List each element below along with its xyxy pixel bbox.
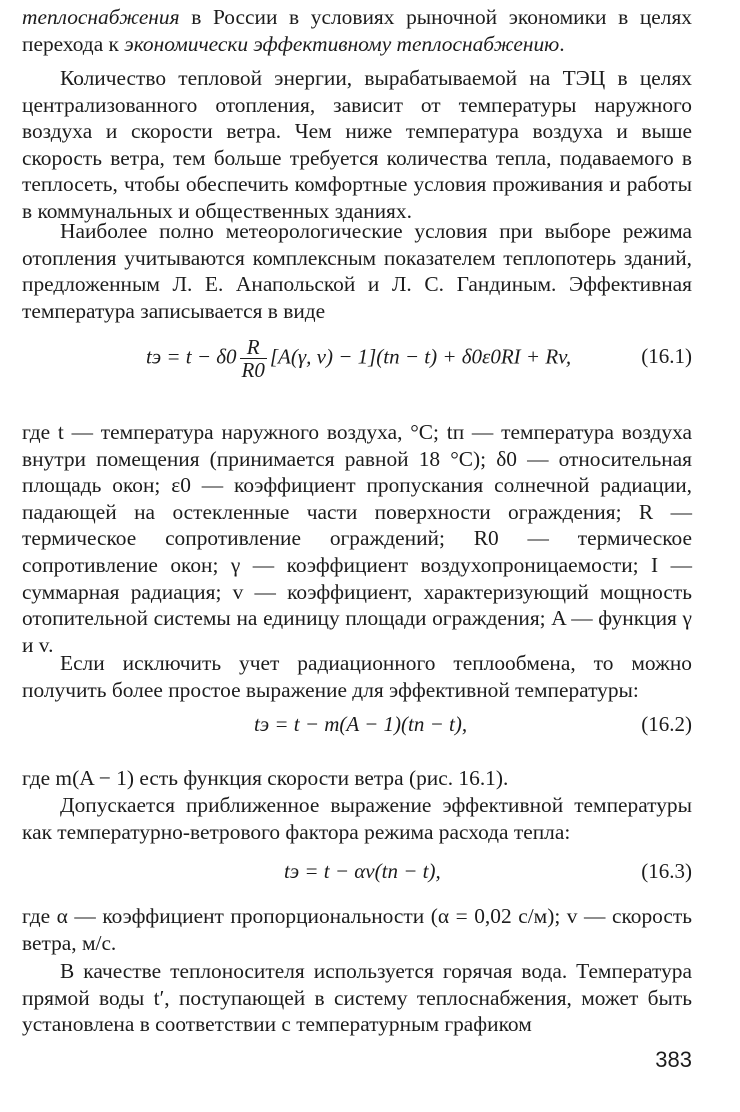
equation-16-1 xyxy=(22,335,692,382)
fraction-numerator: R xyxy=(240,336,267,359)
equation-16-3-number: (16.3) xyxy=(641,859,692,883)
equation-16-3-body: tэ = t − αv(tп − t), xyxy=(284,859,441,883)
paragraph-heat-amount: Количество тепловой энергии, вырабатываемой на ТЭЦ в целях централизованного отопления, зависит от температуры наружного воздуха и скорости ветра. Чем ниже температура воздуха и выше скорость ветра, тем больше требуется количества тепла, подаваемого в теплосеть, чтобы обеспечить комфортные условия проживания и работы в коммунальных и общественных зданиях. xyxy=(22,66,692,223)
paragraph-variable-definitions: где t — температура наружного воздуха, °C; tп — температура воздуха внутри помещения (принимается равной 18 °C); δ0 — относительная площадь окон; ε0 — коэффициент пропускания солнечной радиации, падающей на остекленные части поверхности ограждения; R — термическое сопротивление ограждений; R0 — термическое сопротивление окон; γ — коэффициент воздухопроницаемости; I — суммарная радиация; v — коэффициент, характеризующий мощность отопительной системы на единицу площади ограждения; A — функция γ и v. xyxy=(22,420,692,657)
paragraph-text: в России в условиях рыночной экономики в целях перехода к xyxy=(22,5,692,56)
italic-term-heat-supply: теплоснабжения xyxy=(22,5,180,29)
equation-16-1-fraction xyxy=(240,336,267,381)
equation-16-1-body xyxy=(146,336,571,381)
equation-16-3 xyxy=(22,851,692,891)
equation-16-1-lhs: tэ = t − δ0 xyxy=(146,344,237,369)
fraction-denominator: R0 xyxy=(241,358,265,382)
equation-16-2-number: (16.2) xyxy=(641,712,692,736)
paragraph-simplified-expression: Если исключить учет радиационного теплообмена, то можно получить более простое выражение для эффективной температуры: xyxy=(22,651,692,702)
italic-term-efficient-heat-supply: экономически эффективному теплоснабжению xyxy=(124,31,560,56)
equation-16-1-number: (16.1) xyxy=(641,344,692,368)
paragraph-heat-carrier: В качестве теплоносителя используется горячая вода. Температура прямой воды t′, поступающей в систему теплоснабжения, может быть установлена в соответствии с температурным графиком xyxy=(22,959,692,1037)
paragraph-wind-function: где m(A − 1) есть функция скорости ветра (рис. 16.1). xyxy=(22,766,509,790)
equation-16-2 xyxy=(22,704,692,744)
equation-16-1-rhs: [A(γ, v) − 1](tп − t) + δ0ε0RI + Rv, xyxy=(269,344,572,369)
paragraph-meteorological-conditions: Наиболее полно метеорологические условия при выборе режима отопления учитываются комплексным показателем теплопотерь зданий, предложенным Л. Е. Анапольской и Л. С. Гандиным. Эффективная температура записывается в виде xyxy=(22,219,692,323)
paragraph-intro-continuation xyxy=(22,4,692,57)
paragraph-alpha-definition: где α — коэффициент пропорциональности (α = 0,02 с/м); v — скорость ветра, м/с. xyxy=(22,904,692,955)
page-number: 383 xyxy=(655,1047,692,1072)
paragraph-approximate-expression: Допускается приближенное выражение эффективной температуры как температурно-ветрового фактора режима расхода тепла: xyxy=(22,793,692,844)
equation-16-2-body: tэ = t − m(A − 1)(tп − t), xyxy=(254,712,468,736)
paragraph-text-tail: . xyxy=(559,31,565,56)
